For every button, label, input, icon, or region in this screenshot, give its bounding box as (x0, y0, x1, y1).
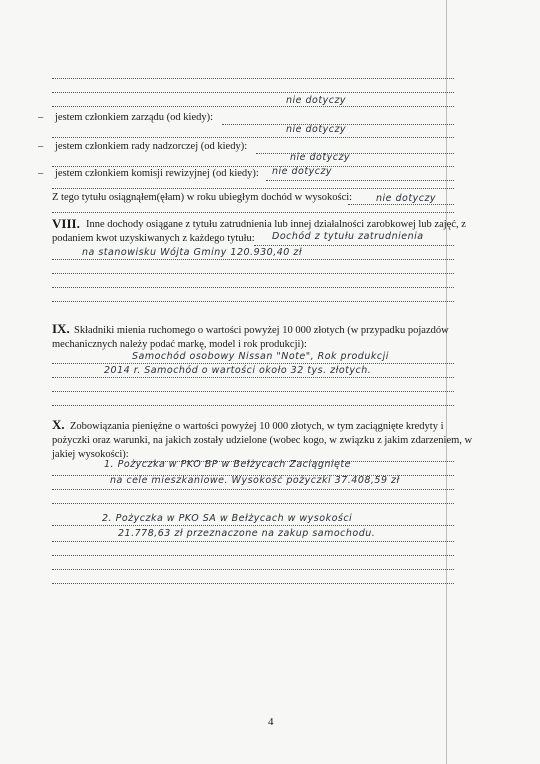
handwritten-entry: na stanowisku Wójta Gminy 120.930,40 zł (82, 247, 303, 258)
handwritten-entry: nie dotyczy (286, 95, 347, 106)
dotted-line (52, 212, 454, 213)
dash: – (38, 168, 44, 179)
dotted-line (52, 106, 454, 107)
handwritten-entry: Samochód osobowy Nissan "Note", Rok produkcji (132, 351, 389, 362)
handwritten-entry: nie dotyczy (286, 124, 347, 135)
dotted-line (52, 273, 454, 274)
dotted-line (52, 541, 454, 542)
dotted-line (52, 92, 454, 93)
handwritten-entry: 2. Pożyczka w PKO SA w Bełżycach w wysokości (102, 513, 353, 524)
handwritten-entry: nie dotyczy (376, 193, 437, 204)
dotted-line (52, 503, 454, 504)
section-x-heading-cont: jakiej wysokości): (52, 449, 129, 460)
section-ix-number: IX. (52, 321, 70, 336)
dotted-line (52, 583, 454, 584)
handwritten-entry: na cele mieszkaniowe. Wysokość pożyczki 37.408,59 zł (110, 475, 400, 486)
dotted-line (266, 180, 454, 181)
dotted-line (52, 137, 454, 138)
rada-label: jestem członkiem rady nadzorczej (od kiedy): (55, 141, 248, 152)
section-x-number: X. (52, 417, 65, 432)
handwritten-entry: 2014 r. Samochód o wartości około 32 tys. złotych. (104, 365, 372, 376)
handwritten-entry: nie dotyczy (290, 152, 351, 163)
dotted-line (52, 525, 454, 526)
zarzad-label: jestem członkiem zarządu (od kiedy): (55, 112, 214, 123)
dotted-line (348, 204, 454, 205)
section-x-heading: Zobowiązania pieniężne o wartości powyżej 10 000 złotych, w tym zaciągnięte kredyty i (70, 421, 444, 432)
section-ix-heading: Składniki mienia ruchomego o wartości powyżej 10 000 złotych (w przypadku pojazdów (74, 325, 449, 336)
dotted-line (52, 377, 454, 378)
dotted-line (52, 301, 454, 302)
dotted-line (52, 489, 454, 490)
handwritten-entry: nie dotyczy (272, 166, 333, 177)
dash: – (38, 112, 44, 123)
section-x-heading-cont: pożyczki oraz warunki, na jakich zostały udzielone (wobec kogo, w związku z jakim zdarzeniem, w (52, 435, 473, 446)
section-viii-heading: Inne dochody osiągane z tytułu zatrudnienia lub innej działalności zarobkowej lub zajęć, z (86, 219, 466, 230)
dotted-line (254, 245, 454, 246)
margin-line (446, 0, 447, 764)
dotted-line (256, 153, 454, 154)
dotted-line (52, 166, 454, 167)
dotted-line (52, 363, 454, 364)
dotted-line (52, 188, 454, 189)
dotted-line (52, 78, 454, 79)
dotted-line (52, 391, 454, 392)
dotted-line (52, 555, 454, 556)
dotted-line (52, 405, 454, 406)
section-ix-heading-cont: mechanicznych należy podać markę, model i rok produkcji): (52, 339, 307, 350)
handwritten-entry: 21.778,63 zł przeznaczone na zakup samochodu. (118, 528, 376, 539)
page-number: 4 (268, 716, 274, 728)
section-viii-heading-cont: podaniem kwot uzyskiwanych z każdego tytułu: (52, 233, 255, 244)
komisja-label: jestem członkiem komisji rewizyjnej (od kiedy): (55, 168, 259, 179)
dotted-line (52, 259, 454, 260)
section-viii-number: VIII. (52, 216, 80, 231)
dash: – (38, 141, 44, 152)
handwritten-entry: Dochód z tytułu zatrudnienia (272, 231, 424, 242)
handwritten-entry: 1. Pożyczka w PKO BP w Bełżycach Zaciągnięte (104, 459, 351, 470)
dotted-line (52, 569, 454, 570)
dotted-line (52, 287, 454, 288)
dochod-label: Z tego tytułu osiągnąłem(ęłam) w roku ubiegłym dochód w wysokości: (52, 192, 353, 203)
